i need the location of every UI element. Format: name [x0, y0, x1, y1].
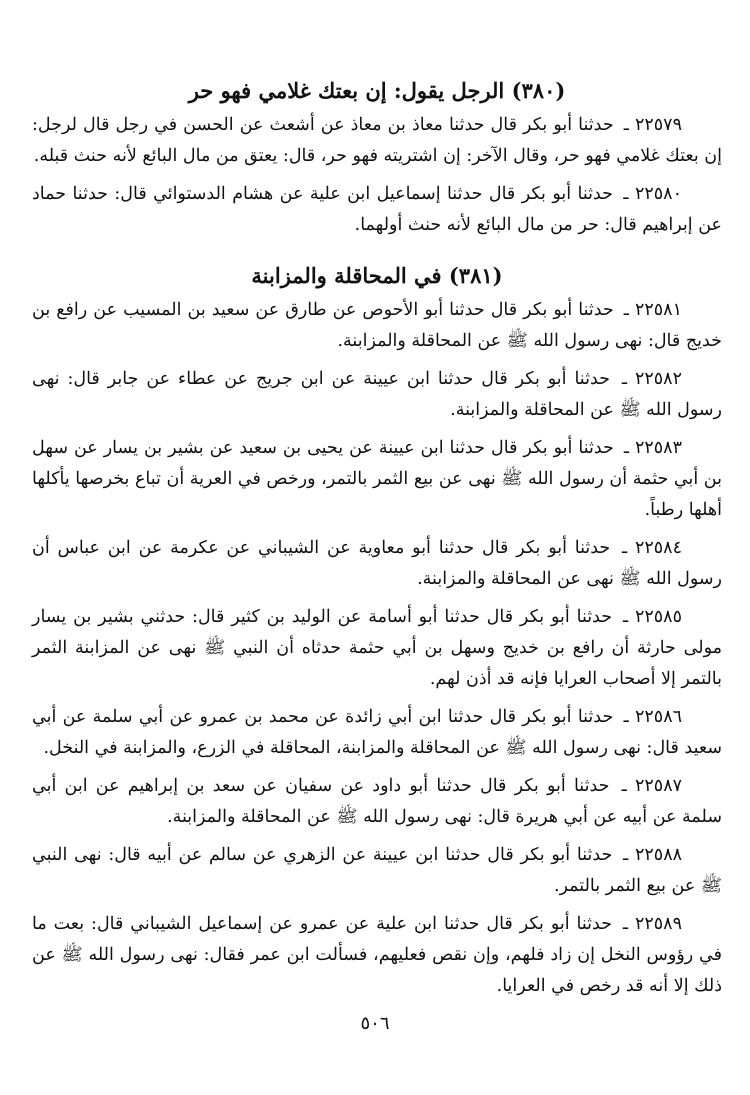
- hadith-text: حدثنا أبو بكر قال حدثنا ابن عيينة عن يحيى بن سعيد عن بشير بن يسار عن سهل بن أبي حثمة أن رسول الله ﷺ نهى عن بيع الثمر بالتمر، ورخص في العرية أن تباع بخرصها يأكلها أهلها رطباً.: [32, 438, 722, 520]
- section-heading: (٣٨٠) الرجل يقول: إن بعتك غلامي فهو حر: [188, 78, 566, 103]
- hadith-number: ٢٢٥٧٩ ـ: [623, 115, 682, 135]
- hadith-text: حدثنا أبو بكر قال حدثنا ابن عيينة عن الزهري عن سالم عن أبيه قال: نهى النبي ﷺ عن بيع الثمر بالتمر.: [32, 845, 722, 896]
- hadith-text: حدثنا أبو بكر قال حدثنا ابن أبي زائدة عن محمد بن عمرو عن أبي سلمة عن أبي سعيد قال: نهى رسول الله ﷺ عن المحاقلة والمزابنة، المحاقلة في الزرع، والمزابنة في النخل.: [32, 707, 722, 758]
- hadith-number: ٢٢٥٨٢ ـ: [621, 369, 682, 389]
- hadith-text: حدثنا أبو بكر قال حدثنا أبو داود عن سفيان عن سعد بن إبراهيم عن ابن أبي سلمة عن أبيه عن أبي هريرة قال: نهى رسول الله ﷺ عن المحاقلة والمزابنة.: [32, 776, 722, 827]
- hadith-entry: [32, 771, 722, 833]
- hadith-entry: [32, 433, 722, 526]
- hadith-text: حدثنا أبو بكر قال حدثنا أبو معاوية عن الشيباني عن عكرمة عن ابن عباس أن رسول الله ﷺ نهى عن المحاقلة والمزابنة.: [32, 538, 722, 589]
- hadith-number: ٢٢٥٨٩ ـ: [622, 914, 682, 934]
- hadith-text: حدثنا أبو بكر قال حدثنا ابن علية عن عمرو عن إسماعيل الشيباني قال: بعت ما في رؤوس النخل إن زاد فلهم، وإن نقص فعليهم، فسألت ابن عمر فقال: نهى رسول الله ﷺ عن ذلك إلا أنه قد رخص في العرايا.: [32, 914, 722, 996]
- hadith-number: ٢٢٥٨٥ ـ: [622, 607, 682, 627]
- hadith-entry: [32, 110, 722, 172]
- hadith-number: ٢٢٥٨٦ ـ: [623, 707, 682, 727]
- hadith-number: ٢٢٥٨١ ـ: [623, 300, 682, 320]
- hadith-entry: [32, 179, 722, 241]
- hadith-text: حدثنا أبو بكر قال حدثنا إسماعيل ابن علية عن هشام الدستوائي قال: حدثنا حماد عن إبراهيم قال: حر من مال البائع لأنه حنث أولهما.: [32, 184, 722, 235]
- hadith-number: ٢٢٥٨٠ ـ: [623, 184, 682, 204]
- hadith-number: ٢٢٥٨٧ ـ: [621, 776, 682, 796]
- hadith-number: ٢٢٥٨٣ ـ: [623, 438, 682, 458]
- hadith-number: ٢٢٥٨٨ ـ: [623, 845, 682, 865]
- hadith-text: حدثنا أبو بكر قال حدثنا معاذ بن معاذ عن أشعث عن الحسن في رجل قال لرجل: إن بعتك غلامي فهو حر، وقال الآخر: إن اشتريته فهو حر، قال: يعتق من مال البائع لأنه حنث قبله.: [32, 115, 722, 166]
- hadith-text: حدثنا أبو بكر قال حدثنا أبو أسامة عن الوليد بن كثير قال: حدثني بشير بن يسار مولى حارثة أن رافع بن خديج وسهل بن أبي حثمة حدثاه أن النبي ﷺ نهى عن المزابنة الثمر بالتمر إلا أصحاب العرايا فإنه قد أذن لهم.: [32, 607, 722, 689]
- hadith-text: حدثنا أبو بكر قال حدثنا أبو الأحوص عن طارق عن سعيد بن المسيب عن رافع بن خديج قال: نهى رسول الله ﷺ عن المحاقلة والمزابنة.: [32, 300, 722, 351]
- section-heading: (٣٨١) في المحاقلة والمزابنة: [251, 263, 503, 288]
- hadith-text: حدثنا أبو بكر قال حدثنا ابن عيينة عن ابن جريج عن عطاء عن جابر قال: نهى رسول الله ﷺ عن المحاقلة والمزابنة.: [32, 369, 722, 420]
- hadith-entry: [32, 533, 722, 595]
- hadith-entry: [32, 702, 722, 764]
- hadith-entry: [32, 840, 722, 902]
- hadith-entry: [32, 364, 722, 426]
- page-number: ٥٠٦: [360, 1013, 390, 1034]
- hadith-entry: [32, 602, 722, 695]
- hadith-entry: [32, 295, 722, 357]
- hadith-entry: [32, 909, 722, 1002]
- hadith-number: ٢٢٥٨٤ ـ: [622, 538, 682, 558]
